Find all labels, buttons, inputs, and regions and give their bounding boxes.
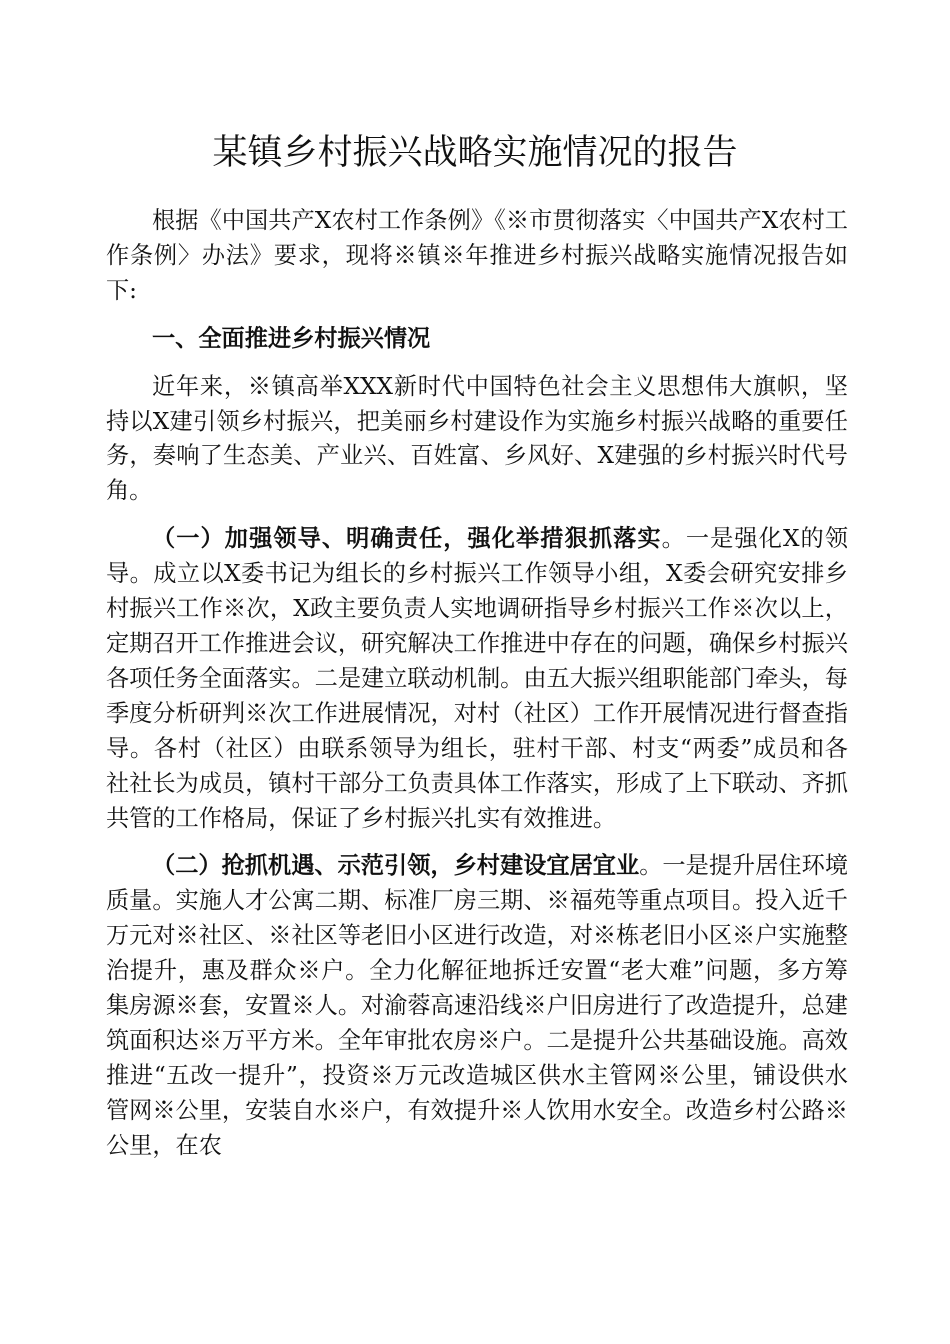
subsection-2-paragraph xyxy=(106,849,848,1163)
subsection-1-paragraph xyxy=(106,522,848,836)
subsection-1-text: 。一是强化X的领导。成立以X委书记为组长的乡村振兴工作领导小组，X委会研究安排乡村振兴工作※次，X政主要负责人实地调研指导乡村振兴工作※次以上，定期召开工作推进会议，研究解决工作推进中存在的问题，确保乡村振兴各项任务全面落实。二是建立联动机制。由五大振兴组职能部门牵头，每季度分析研判※次工作进展情况，对村（社区）工作开展情况进行督查指导。各村（社区）由联系领导为组长，驻村干部、村支“两委”成员和各社社长为成员，镇村干部分工负责具体工作落实，形成了上下联动、齐抓共管的工作格局，保证了乡村振兴扎实有效推进。 xyxy=(106,525,849,832)
subsection-1-lead: （一）加强领导、明确责任，强化举措狠抓落实 xyxy=(152,525,662,553)
document-title: 某镇乡村振兴战略实施情况的报告 xyxy=(212,133,738,173)
subsection-2-lead: （二）抢抓机遇、示范引领，乡村建设宜居宜业 xyxy=(152,852,640,880)
subsection-2-text: 。一是提升居住环境质量。实施人才公寓二期、标准厂房三期、※福苑等重点项目。投入近千万元对※社区、※社区等老旧小区进行改造，对※栋老旧小区※户实施整治提升，惠及群众※户。全力化解征地拆迁安置“老大难”问题，多方筹集房源※套，安置※人。对渝蓉高速沿线※户旧房进行了改造提升，总建筑面积达※万平方米。全年审批农房※户。二是提升公共基础设施。高效推进“五改一提升”，投资※万元改造城区供水主管网※公里，铺设供水管网※公里，安装自水※户，有效提升※人饮用水安全。改造乡村公路※公里，在农 xyxy=(106,852,849,1159)
overview-paragraph: 近年来，※镇高举XXX新时代中国特色社会主义思想伟大旗帜，坚持以X建引领乡村振兴，把美丽乡村建设作为实施乡村振兴战略的重要任务，奏响了生态美、产业兴、百姓富、乡风好、X建强的乡村振兴时代号角。 xyxy=(106,372,848,505)
section-heading: 一、全面推进乡村振兴情况 xyxy=(152,324,431,352)
document-body xyxy=(106,204,848,1177)
intro-paragraph: 根据《中国共产X农村工作条例》《※市贯彻落实〈中国共产X农村工作条例〉办法》要求，现将※镇※年推进乡村振兴战略实施情况报告如下: xyxy=(106,207,848,304)
